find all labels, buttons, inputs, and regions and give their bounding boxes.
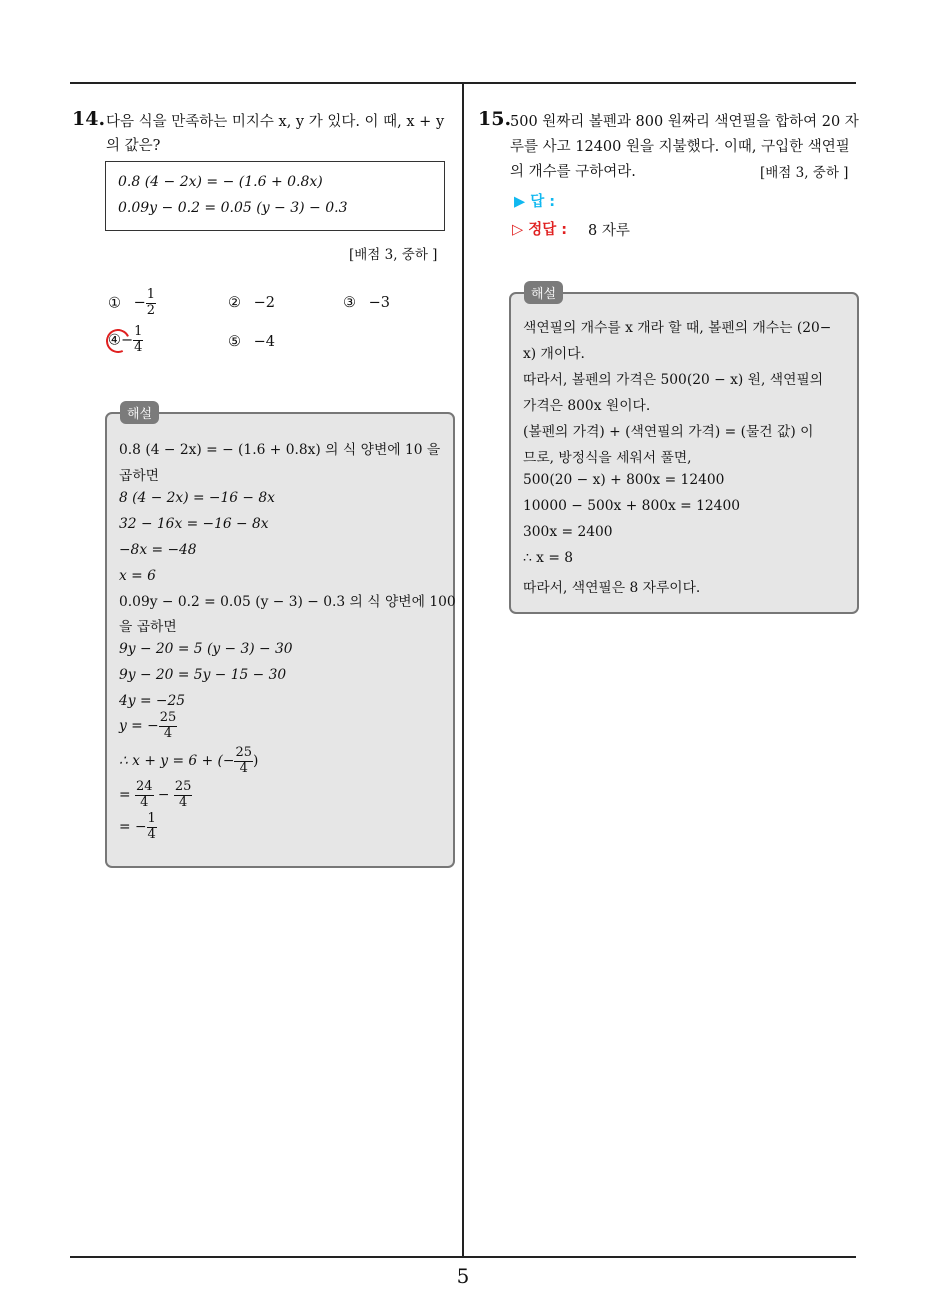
- choice-3[interactable]: [343, 295, 390, 311]
- solution-line: 300x = 2400: [523, 524, 613, 540]
- score-label: [배점 3, 중하 ]: [760, 165, 849, 181]
- choice-sign: −: [121, 332, 134, 349]
- choice-2[interactable]: [228, 295, 275, 311]
- choice-value: −4: [253, 334, 275, 350]
- choice-marker: ⑤: [228, 334, 241, 350]
- fraction: $\frac{1}{4}$: [134, 324, 143, 355]
- question-text-line: 500 원짜리 볼펜과 800 원짜리 색연필을 합하여 20 자: [510, 114, 859, 130]
- solution-line: 500(20 − x) + 800x = 12400: [523, 472, 725, 488]
- solution-box: [509, 292, 859, 614]
- correct-answer-label: ▷ 정답 :: [512, 222, 568, 238]
- solution-line: 므로, 방정식을 세워서 풀면,: [523, 450, 692, 466]
- solution-line: 가격은 800x 원이다.: [523, 398, 651, 414]
- choice-5[interactable]: [228, 334, 275, 350]
- equation: 0.8 (4 − 2x) = − (1.6 + 0.8x): [118, 174, 323, 190]
- solution-line: ∴ x = 8: [523, 550, 574, 566]
- solution-line: (볼펜의 가격) + (색연필의 가격) = (물건 값) 이: [523, 424, 814, 440]
- fraction: $\frac{25}{4}$: [235, 745, 253, 776]
- solution-line: 을 곱하면: [119, 619, 177, 635]
- bottom-rule: [70, 1256, 856, 1258]
- solution-tag: 해설: [120, 401, 159, 424]
- page-number: 5: [456, 1264, 470, 1288]
- score-label: [배점 3, 중하 ]: [349, 247, 438, 263]
- equation: 0.09y − 0.2 = 0.05 (y − 3) − 0.3: [118, 200, 348, 216]
- choice-value: −3: [368, 295, 390, 311]
- solution-line: −8x = −48: [119, 542, 197, 558]
- solution-line: 곱하면: [119, 468, 159, 484]
- choice-marker: ①: [108, 295, 121, 312]
- equation-box: [105, 161, 445, 231]
- fraction: $\frac{25}{4}$: [159, 710, 177, 741]
- choice-value: −2: [253, 295, 275, 311]
- fraction: $\frac{25}{4}$: [174, 779, 192, 810]
- question-number: 14.: [72, 108, 106, 130]
- solution-tag: 해설: [524, 281, 563, 304]
- choice-sign: −: [133, 295, 146, 312]
- solution-line: 10000 − 500x + 800x = 12400: [523, 498, 741, 514]
- choice-marker: ②: [228, 295, 241, 311]
- solution-line: = − $\frac{1}{4}$: [119, 811, 156, 842]
- question-text-line: 의 개수를 구하여라.: [510, 164, 636, 180]
- choice-marker: ③: [343, 295, 356, 311]
- answer-label: ▶ 답 :: [514, 194, 556, 210]
- solution-line: 32 − 16x = −16 − 8x: [119, 516, 269, 532]
- column-divider: [462, 83, 464, 1257]
- solution-line: 따라서, 색연필은 8 자루이다.: [523, 580, 701, 596]
- solution-box: [105, 412, 455, 868]
- choice-marker: ④: [108, 332, 121, 349]
- solution-line: y = − $\frac{25}{4}$: [119, 710, 177, 741]
- solution-line: 색연필의 개수를 x 개라 할 때, 볼펜의 개수는 (20−: [523, 320, 832, 336]
- fraction: $\frac{24}{4}$: [135, 779, 153, 810]
- solution-line: 9y − 20 = 5y − 15 − 30: [119, 667, 287, 683]
- solution-line: 4y = −25: [119, 693, 186, 709]
- fraction: $\frac{1}{4}$: [147, 811, 156, 842]
- question-number: 15.: [478, 108, 512, 130]
- fraction: $\frac{1}{2}$: [146, 287, 156, 318]
- choice-1[interactable]: [108, 288, 156, 319]
- solution-line: 0.09y − 0.2 = 0.05 (y − 3) − 0.3 의 식 양변에 100: [119, 594, 456, 610]
- correct-answer-value: 8 자루: [588, 223, 630, 239]
- solution-line: 9y − 20 = 5 (y − 3) − 30: [119, 641, 293, 657]
- solution-line: x) 개이다.: [523, 346, 585, 362]
- solution-line: x = 6: [119, 568, 156, 584]
- solution-line: 따라서, 볼펜의 가격은 500(20 − x) 원, 색연필의: [523, 372, 824, 388]
- solution-line: 8 (4 − 2x) = −16 − 8x: [119, 490, 275, 506]
- solution-line: = $\frac{24}{4}$ − $\frac{25}{4}$: [119, 779, 192, 810]
- solution-line: 0.8 (4 − 2x) = − (1.6 + 0.8x) 의 식 양변에 10 을: [119, 442, 441, 458]
- question-text-line: 의 값은?: [106, 138, 161, 154]
- question-text-line: 다음 식을 만족하는 미지수 x, y 가 있다. 이 때, x + y: [106, 114, 445, 130]
- question-text-line: 루를 사고 12400 원을 지불했다. 이때, 구입한 색연필: [510, 139, 850, 155]
- solution-line: ∴ x + y = 6 + (− $\frac{25}{4}$ ): [119, 745, 259, 776]
